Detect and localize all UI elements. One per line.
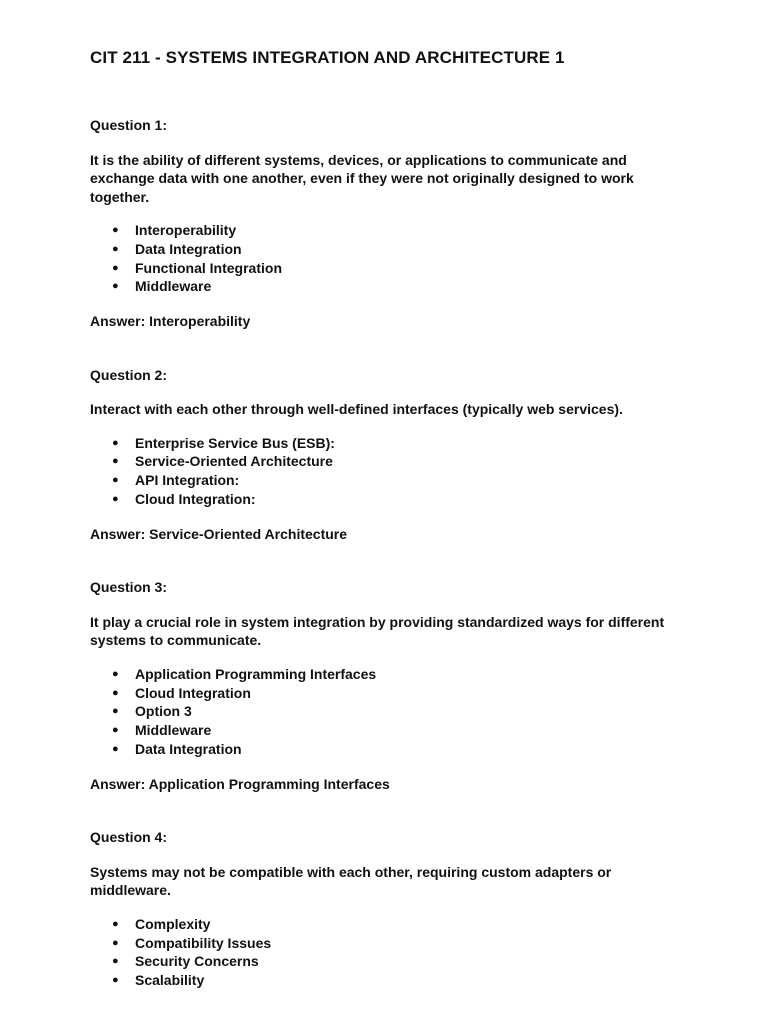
option-label: Data Integration: [135, 741, 242, 758]
option-label: Middleware: [135, 722, 212, 739]
option-item: [90, 434, 690, 453]
option-label: Compatibility Issues: [135, 934, 272, 951]
bullet-icon: ●: [112, 936, 119, 949]
option-label: Service-Oriented Architecture: [135, 453, 333, 470]
answer-text: Answer: Application Programming Interfaces: [90, 775, 390, 792]
question-label: Question 4:: [90, 829, 168, 846]
question-block: [90, 366, 690, 544]
option-item: [90, 221, 690, 240]
question-text: It play a crucial role in system integration by providing standardized ways for different systems to communicate.: [90, 613, 665, 649]
option-label: Functional Integration: [135, 259, 282, 276]
option-item: [90, 952, 690, 971]
bullet-icon: ●: [112, 224, 119, 236]
bullet-icon: ●: [112, 455, 119, 468]
question-block: [90, 828, 690, 990]
option-label: Enterprise Service Bus (ESB):: [135, 434, 335, 451]
option-label: Option 3: [135, 703, 192, 720]
bullet-icon: ●: [112, 261, 119, 274]
bullet-icon: ●: [112, 955, 119, 968]
bullet-icon: ●: [112, 686, 119, 699]
option-label: Data Integration: [135, 240, 242, 257]
question-text: Systems may not be compatible with each other, requiring custom adapters or middleware.: [90, 863, 612, 899]
questions-list: [90, 116, 690, 990]
option-item: [90, 665, 690, 684]
option-item: [90, 259, 690, 278]
option-item: [90, 684, 690, 703]
question-label: Question 2:: [90, 366, 168, 383]
option-label: Cloud Integration: [135, 684, 251, 701]
bullet-icon: ●: [112, 436, 119, 449]
option-item: [90, 915, 690, 934]
question-text: It is the ability of different systems, devices, or applications to communicate and exchange data with one another, even if they were not originally designed to work together.: [90, 151, 634, 205]
answer-text: Answer: Service-Oriented Architecture: [90, 525, 348, 542]
bullet-icon: ●: [112, 974, 119, 987]
bullet-icon: ●: [112, 743, 119, 756]
bullet-icon: ●: [112, 242, 119, 255]
option-label: Cloud Integration:: [135, 491, 256, 508]
answer-text: Answer: Interoperability: [90, 313, 251, 330]
option-label: Application Programming Interfaces: [135, 665, 377, 682]
bullet-icon: ●: [112, 280, 119, 293]
option-item: [90, 740, 690, 759]
question-block: [90, 116, 690, 331]
option-item: [90, 452, 690, 471]
option-item: [90, 277, 690, 296]
option-label: Middleware: [135, 278, 212, 295]
document-title: CIT 211 - SYSTEMS INTEGRATION AND ARCHITECTURE 1: [90, 48, 565, 67]
option-item: [90, 490, 690, 509]
option-label: API Integration:: [135, 472, 240, 489]
options-list: [90, 434, 690, 509]
option-item: [90, 702, 690, 721]
option-item: [90, 471, 690, 490]
bullet-icon: ●: [112, 724, 119, 737]
option-label: Interoperability: [135, 222, 237, 238]
bullet-icon: ●: [112, 474, 119, 487]
option-label: Scalability: [135, 972, 205, 989]
question-label: Question 1:: [90, 117, 168, 133]
options-list: [90, 221, 690, 296]
question-label: Question 3:: [90, 579, 168, 596]
options-list: [90, 665, 690, 759]
options-list: [90, 915, 690, 990]
bullet-icon: ●: [112, 667, 119, 680]
option-label: Complexity: [135, 915, 211, 932]
bullet-icon: ●: [112, 493, 119, 506]
option-item: [90, 934, 690, 953]
document-page: [90, 46, 690, 990]
option-item: [90, 240, 690, 259]
option-item: [90, 721, 690, 740]
option-item: [90, 971, 690, 990]
bullet-icon: ●: [112, 917, 119, 930]
question-block: [90, 578, 690, 793]
question-text: Interact with each other through well-defined interfaces (typically web services).: [90, 401, 623, 418]
option-label: Security Concerns: [135, 953, 259, 970]
bullet-icon: ●: [112, 705, 119, 718]
